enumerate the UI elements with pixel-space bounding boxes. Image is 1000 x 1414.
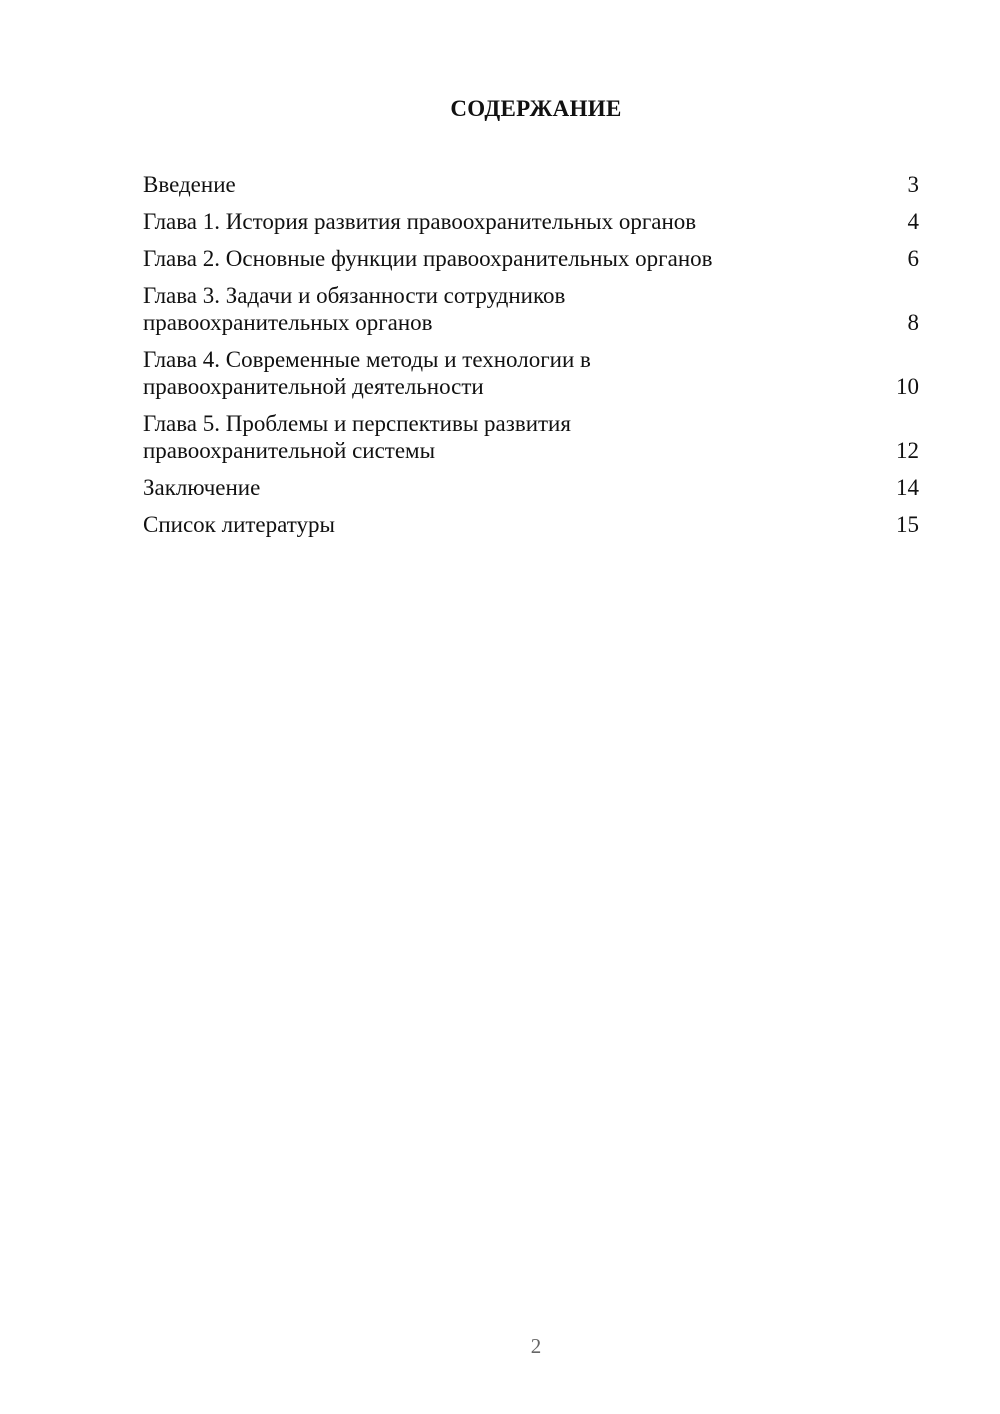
toc-entry <box>143 474 919 501</box>
page-title: СОДЕРЖАНИЕ <box>450 96 622 121</box>
toc-entry-title <box>143 208 879 235</box>
toc-entry-title-line: Список литературы <box>143 512 335 537</box>
toc-entry-title-line: правоохранительной системы <box>143 438 436 463</box>
toc-entry-title <box>143 410 879 464</box>
toc-entry-page: 4 <box>907 209 919 234</box>
toc-entry-page: 14 <box>896 475 919 500</box>
toc-entry-page: 15 <box>896 512 919 537</box>
toc-entry-title-line: Глава 2. Основные функции правоохранительных органов <box>143 246 713 271</box>
toc-entry-title-line: Глава 5. Проблемы и перспективы развития <box>143 411 571 436</box>
toc-entry-title <box>143 245 879 272</box>
toc-entry-title <box>143 511 879 538</box>
toc-entry <box>143 282 919 336</box>
toc-entry <box>143 511 919 538</box>
toc-entry <box>143 245 919 272</box>
toc-entry-title-line: Глава 3. Задачи и обязанности сотрудников <box>143 283 566 308</box>
toc-entry-page: 8 <box>907 310 919 335</box>
toc-entry-title-line: Глава 1. История развития правоохранительных органов <box>143 209 697 234</box>
toc-entry-title <box>143 282 879 336</box>
toc-entry-page: 6 <box>907 246 919 271</box>
page-number: 2 <box>530 1334 542 1358</box>
toc-entry <box>143 208 919 235</box>
toc-entry-title-line: правоохранительной деятельности <box>143 374 484 399</box>
toc-entry-title <box>143 346 879 400</box>
toc-entry-title-line: Введение <box>143 172 236 197</box>
toc-entry <box>143 410 919 464</box>
toc-entry-title-line: правоохранительных органов <box>143 310 433 335</box>
toc-entry-title <box>143 474 879 501</box>
toc-entry-title-line: Заключение <box>143 475 261 500</box>
toc-entry-page: 3 <box>907 172 919 197</box>
toc-entry <box>143 346 919 400</box>
toc-entry-title-line: Глава 4. Современные методы и технологии в <box>143 347 591 372</box>
toc-entry <box>143 171 919 198</box>
table-of-contents <box>143 171 919 548</box>
toc-entry-page: 10 <box>896 374 919 399</box>
toc-entry-title <box>143 171 879 198</box>
toc-entry-page: 12 <box>896 438 919 463</box>
